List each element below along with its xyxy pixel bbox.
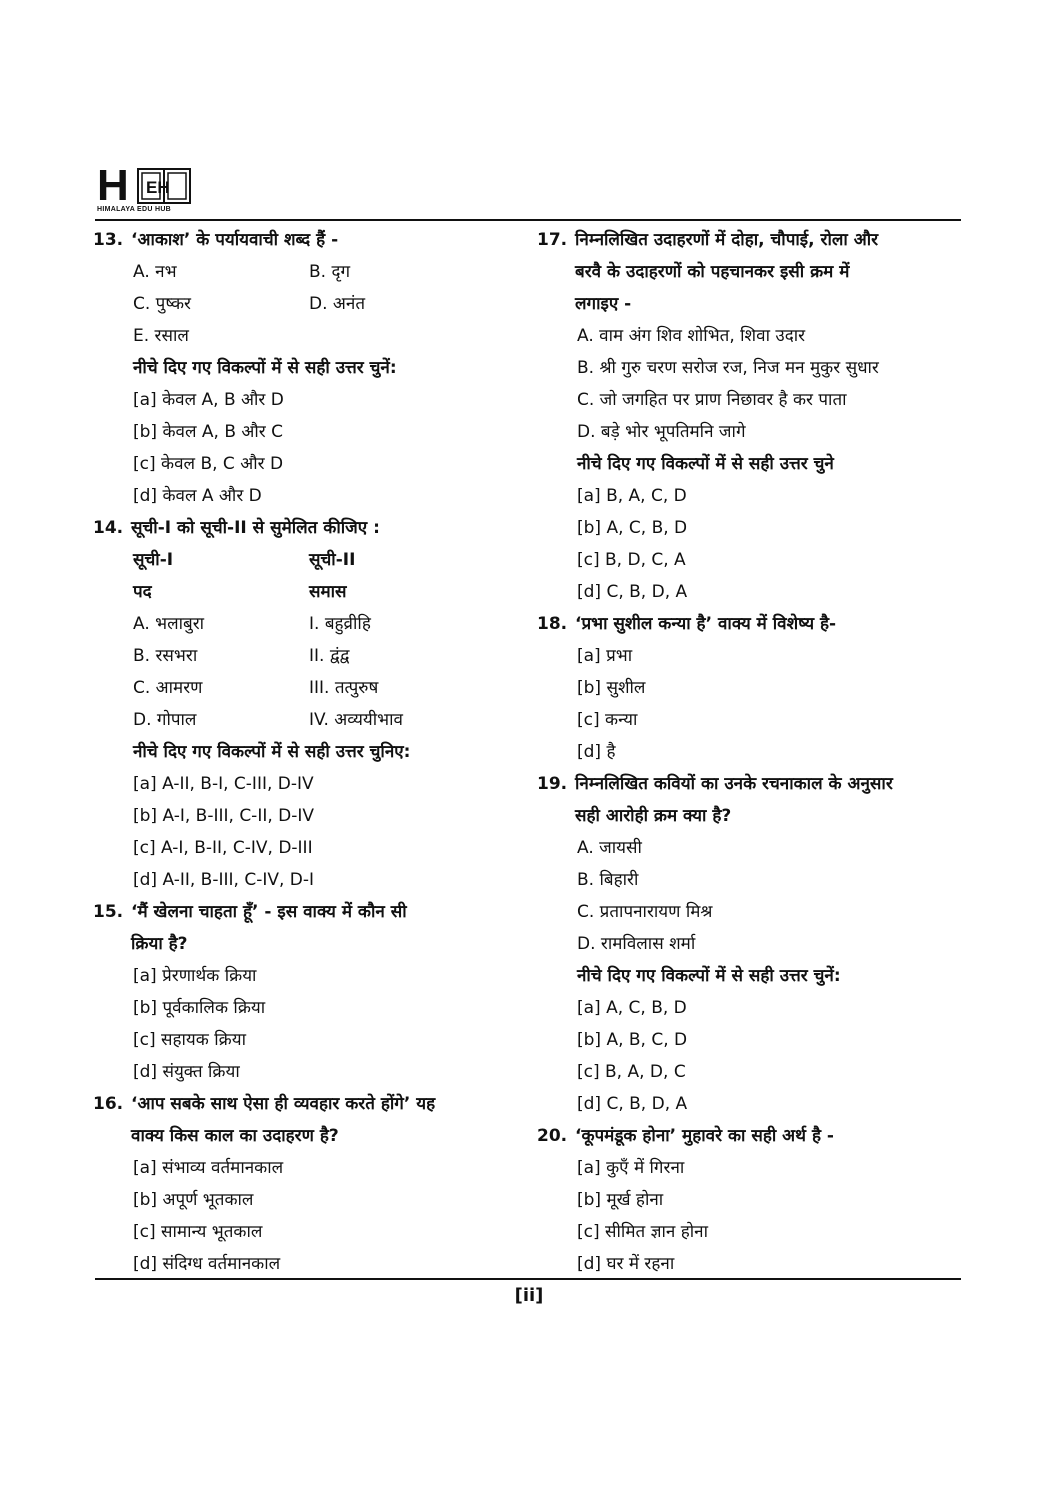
question-number: 18. bbox=[537, 614, 568, 634]
question-text-continued: क्रिया है? bbox=[131, 934, 188, 954]
pair-left-item: C. पुष्कर bbox=[133, 294, 192, 314]
question-line bbox=[93, 224, 523, 256]
himalaya-edu-hub-logo bbox=[97, 161, 197, 214]
option-line: C. जो जगहित पर प्राण निछावर है कर पाता bbox=[577, 390, 847, 410]
pair-right-item: I. बहुव्रीहि bbox=[309, 614, 371, 634]
question-text: ‘आकाश’ के पर्यायवाची शब्द हैं - bbox=[131, 230, 339, 250]
option-line: [a] कुएँ में गिरना bbox=[577, 1158, 685, 1178]
option-line: [a] A, C, B, D bbox=[577, 998, 687, 1018]
instruction-line: नीचे दिए गए विकल्पों में से सही उत्तर चुनिए: bbox=[133, 742, 411, 762]
question-text: ‘मैं खेलना चाहता हूँ’ - इस वाक्य में कौन सी bbox=[131, 902, 407, 922]
question-text: ‘प्रभा सुशील कन्या है’ वाक्य में विशेष्य है- bbox=[575, 614, 837, 634]
option-line: [c] A-I, B-II, C-IV, D-III bbox=[133, 838, 313, 858]
pair-right-item: IV. अव्ययीभाव bbox=[309, 710, 403, 730]
option-line: [c] सहायक क्रिया bbox=[133, 1030, 246, 1050]
option-line: [c] केवल B, C और D bbox=[133, 454, 284, 474]
header-rule bbox=[95, 219, 961, 221]
question-number: 20. bbox=[537, 1126, 568, 1146]
pair-right-item: समास bbox=[309, 582, 347, 602]
option-line: [b] A, B, C, D bbox=[577, 1030, 688, 1050]
option-line: [a] A-II, B-I, C-III, D-IV bbox=[133, 774, 314, 794]
right-column bbox=[537, 224, 962, 1280]
logo-letter: H bbox=[97, 161, 129, 210]
option-line: [b] मूर्ख होना bbox=[577, 1190, 664, 1210]
option-line: [d] C, B, D, A bbox=[577, 1094, 688, 1114]
option-line: [d] केवल A और D bbox=[133, 486, 262, 506]
question-line bbox=[537, 608, 962, 640]
question-number: 15. bbox=[93, 902, 124, 922]
option-pair-row bbox=[93, 608, 523, 640]
question-line bbox=[537, 224, 962, 256]
option-line: [b] A, C, B, D bbox=[577, 518, 688, 538]
question-number: 19. bbox=[537, 774, 568, 794]
instruction-line: नीचे दिए गए विकल्पों में से सही उत्तर चुनें: bbox=[577, 966, 841, 986]
option-line: [d] C, B, D, A bbox=[577, 582, 688, 602]
option-line: A. वाम अंग शिव शोभित, शिवा उदार bbox=[577, 326, 806, 346]
pair-left-item: A. भलाबुरा bbox=[133, 614, 205, 634]
footer-rule bbox=[95, 1278, 961, 1280]
question-line bbox=[537, 1120, 962, 1152]
pair-left-item: C. आमरण bbox=[133, 678, 203, 698]
pair-right-item: D. अनंत bbox=[309, 294, 366, 314]
option-line: E. रसाल bbox=[133, 326, 189, 346]
option-line: C. प्रतापनारायण मिश्र bbox=[577, 902, 713, 922]
list-header-row bbox=[93, 576, 523, 608]
question-line bbox=[93, 1088, 523, 1120]
option-pair-row bbox=[93, 288, 523, 320]
option-line: [b] सुशील bbox=[577, 678, 646, 698]
question-number: 14. bbox=[93, 518, 124, 538]
option-line: [b] A-I, B-III, C-II, D-IV bbox=[133, 806, 315, 826]
option-line: [b] केवल A, B और C bbox=[133, 422, 284, 442]
option-line: [d] A-II, B-III, C-IV, D-I bbox=[133, 870, 315, 890]
option-line: [a] B, A, C, D bbox=[577, 486, 687, 506]
pair-left-item: पद bbox=[133, 582, 152, 602]
question-text-continued: लगाइए - bbox=[575, 294, 632, 314]
option-line: [d] घर में रहना bbox=[577, 1254, 675, 1274]
question-line bbox=[93, 896, 523, 928]
option-line: [c] B, D, C, A bbox=[577, 550, 686, 570]
option-line: D. रामविलास शर्मा bbox=[577, 934, 696, 954]
instruction-line: नीचे दिए गए विकल्पों में से सही उत्तर चुनें: bbox=[133, 358, 397, 378]
option-line: D. बड़े भोर भूपतिमनि जागे bbox=[577, 422, 746, 442]
pair-right-item: सूची-II bbox=[309, 550, 356, 570]
option-line: B. बिहारी bbox=[577, 870, 639, 890]
list-header-row bbox=[93, 544, 523, 576]
option-line: [d] है bbox=[577, 742, 616, 762]
question-text: सूची-I को सूची-II से सुमेलित कीजिए : bbox=[131, 518, 380, 538]
option-line: [a] केवल A, B और D bbox=[133, 390, 284, 410]
logo-tagline: HIMALAYA EDU HUB bbox=[97, 206, 172, 213]
page-number: [ii] bbox=[514, 1285, 544, 1306]
option-line: [d] संयुक्त क्रिया bbox=[133, 1062, 240, 1082]
pair-right-item: B. दृग bbox=[309, 262, 351, 282]
instruction-line: नीचे दिए गए विकल्पों में से सही उत्तर चुने bbox=[577, 454, 834, 474]
logo-book-text: EH bbox=[146, 178, 170, 197]
option-line: [a] प्रेरणार्थक क्रिया bbox=[133, 966, 257, 986]
option-line: [c] सामान्य भूतकाल bbox=[133, 1222, 263, 1242]
option-pair-row bbox=[93, 640, 523, 672]
left-column bbox=[93, 224, 523, 1280]
option-line: [c] कन्या bbox=[577, 710, 638, 730]
option-pair-row bbox=[93, 704, 523, 736]
option-line: [c] B, A, D, C bbox=[577, 1062, 686, 1082]
option-line: B. श्री गुरु चरण सरोज रज, निज मन मुकुर सुधार bbox=[577, 358, 879, 378]
option-line: [a] संभाव्य वर्तमानकाल bbox=[133, 1158, 284, 1178]
pair-left-item: A. नभ bbox=[133, 262, 177, 282]
pair-left-item: D. गोपाल bbox=[133, 710, 197, 730]
option-pair-row bbox=[93, 672, 523, 704]
question-text: निम्नलिखित कवियों का उनके रचनाकाल के अनुसार bbox=[575, 774, 893, 794]
question-text: ‘कूपमंडूक होना’ मुहावरे का सही अर्थ है - bbox=[575, 1126, 834, 1146]
question-text: ‘आप सबके साथ ऐसा ही व्यवहार करते होंगे’ यह bbox=[131, 1094, 436, 1114]
option-line: [d] संदिग्ध वर्तमानकाल bbox=[133, 1254, 281, 1274]
option-line: [a] प्रभा bbox=[577, 646, 633, 666]
question-number: 16. bbox=[93, 1094, 124, 1114]
option-pair-row bbox=[93, 256, 523, 288]
option-line: [c] सीमित ज्ञान होना bbox=[577, 1222, 708, 1242]
question-line bbox=[93, 512, 523, 544]
question-number: 17. bbox=[537, 230, 568, 250]
option-line: [b] अपूर्ण भूतकाल bbox=[133, 1190, 254, 1210]
pair-right-item: III. तत्पुरुष bbox=[309, 678, 379, 698]
option-line: A. जायसी bbox=[577, 838, 642, 858]
pair-left-item: B. रसभरा bbox=[133, 646, 198, 666]
question-number: 13. bbox=[93, 230, 124, 250]
question-text-continued: वाक्य किस काल का उदाहरण है? bbox=[131, 1126, 339, 1146]
pair-right-item: II. द्वंद्व bbox=[309, 646, 350, 666]
pair-left-item: सूची-I bbox=[133, 550, 174, 570]
option-line: [b] पूर्वकालिक क्रिया bbox=[133, 998, 266, 1018]
question-line bbox=[537, 768, 962, 800]
question-text-continued: सही आरोही क्रम क्या है? bbox=[575, 806, 732, 826]
open-book-icon bbox=[137, 168, 191, 204]
question-text: निम्नलिखित उदाहरणों में दोहा, चौपाई, रोला और bbox=[575, 230, 879, 250]
question-text-continued: बरवै के उदाहरणों को पहचानकर इसी क्रम में bbox=[575, 262, 850, 282]
